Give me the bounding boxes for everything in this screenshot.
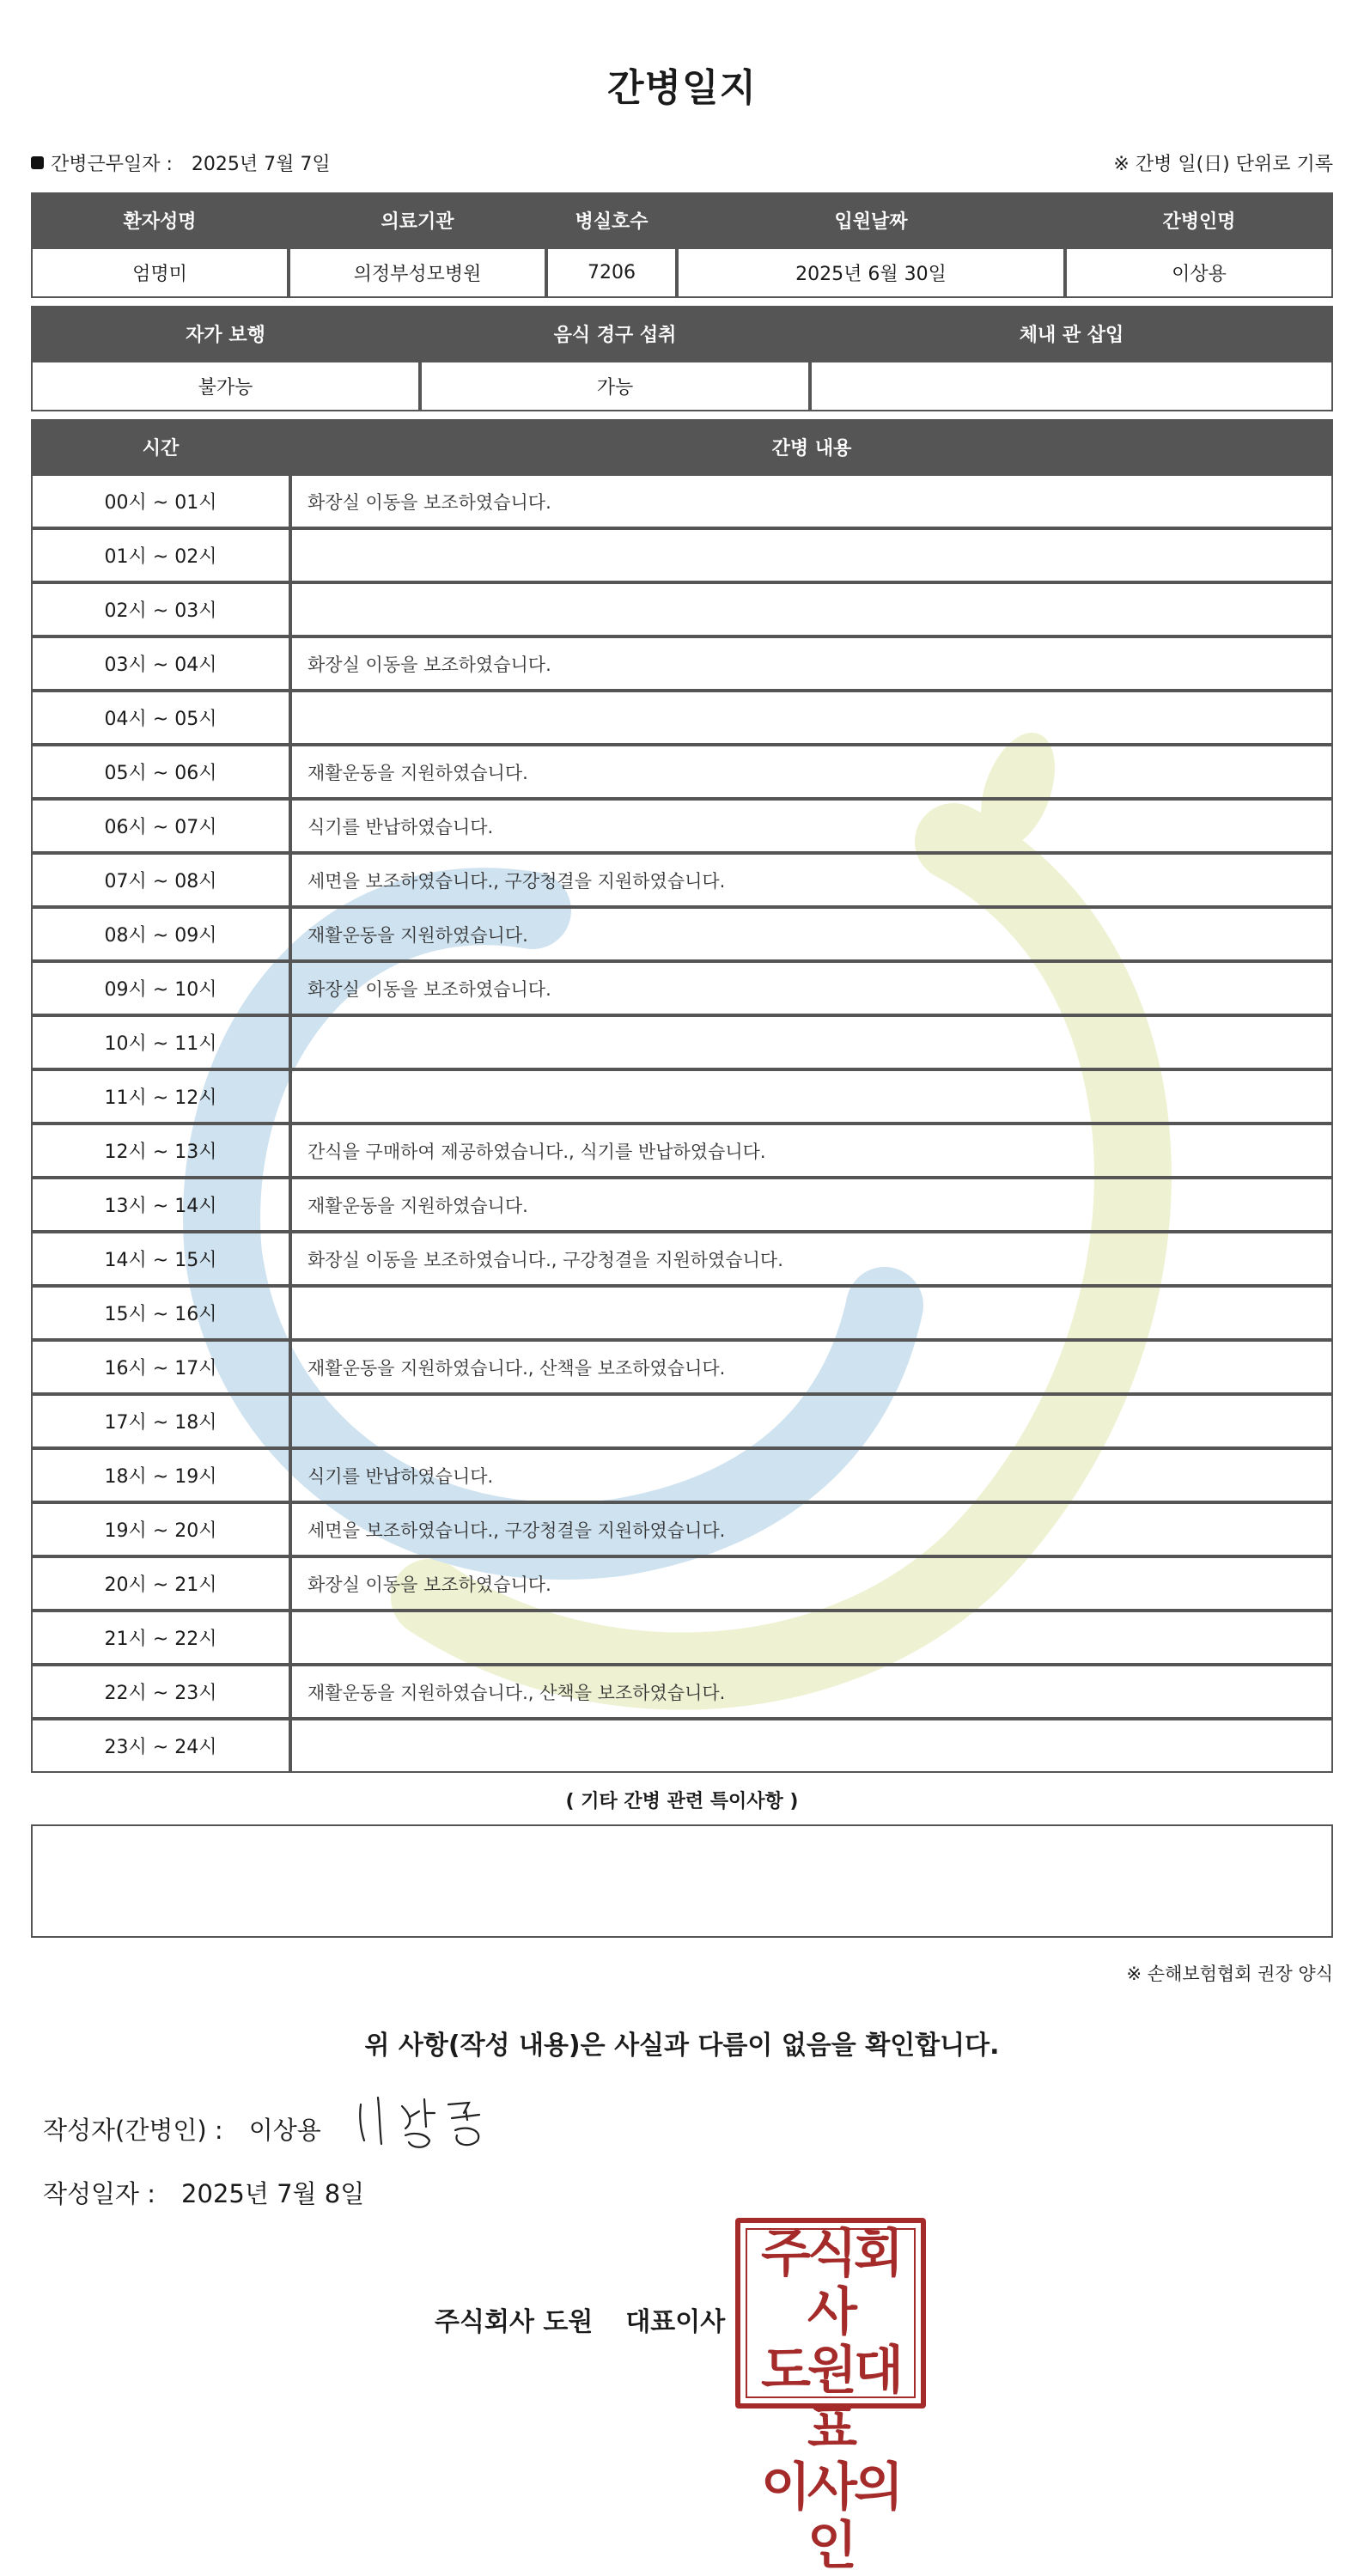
time-slot: 07시 ~ 08시: [31, 853, 290, 907]
care-content: 재활운동을 지원하였습니다.: [290, 1178, 1333, 1232]
writer-label: 작성자(간병인) :: [43, 2116, 223, 2145]
care-content: [290, 1394, 1333, 1448]
time-slot: 00시 ~ 01시: [31, 474, 290, 528]
care-log-row: [31, 961, 1333, 1015]
time-slot: 17시 ~ 18시: [31, 1394, 290, 1448]
care-content: 화장실 이동을 보조하였습니다.: [290, 474, 1333, 528]
write-date-line: [43, 2175, 364, 2210]
care-log-row: [31, 1015, 1333, 1069]
header-oral-intake: 음식 경구 섭취: [420, 306, 810, 361]
room-number: 7206: [546, 247, 677, 298]
care-log-row: [31, 1502, 1333, 1556]
time-slot: 09시 ~ 10시: [31, 961, 290, 1015]
company-line: [435, 2300, 725, 2338]
write-date-label: 작성일자 :: [43, 2179, 156, 2208]
header-time: 시간: [31, 419, 290, 474]
care-content: [290, 1719, 1333, 1773]
care-log-row: [31, 474, 1333, 528]
care-content: 화장실 이동을 보조하였습니다.: [290, 1556, 1333, 1611]
time-slot: 21시 ~ 22시: [31, 1611, 290, 1665]
care-log-row: [31, 636, 1333, 691]
time-slot: 13시 ~ 14시: [31, 1178, 290, 1232]
caregiver-name: 이상용: [1065, 247, 1333, 298]
work-date-label: 간병근무일자 :: [51, 154, 173, 175]
care-content: [290, 1069, 1333, 1124]
care-content: [290, 582, 1333, 636]
seal-lettering: 주식회사 도원대표 이사의인: [761, 2224, 900, 2576]
time-slot: 15시 ~ 16시: [31, 1286, 290, 1340]
care-content: [290, 1015, 1333, 1069]
admission-date: 2025년 6월 30일: [677, 247, 1065, 298]
meta-row: [31, 149, 1333, 180]
time-slot: 10시 ~ 11시: [31, 1015, 290, 1069]
care-log-rows: [31, 474, 1333, 1773]
care-log-row: [31, 1556, 1333, 1611]
care-content: 재활운동을 지원하였습니다.: [290, 745, 1333, 799]
writer-line: [43, 2111, 321, 2147]
time-slot: 23시 ~ 24시: [31, 1719, 290, 1773]
page-title: 간병일지: [606, 66, 757, 110]
header-room-number: 병실호수: [546, 192, 677, 247]
representative-title: 대표이사: [625, 2307, 726, 2337]
time-slot: 02시 ~ 03시: [31, 582, 290, 636]
time-slot: 14시 ~ 15시: [31, 1232, 290, 1286]
time-slot: 22시 ~ 23시: [31, 1665, 290, 1719]
patient-info-header-row: [31, 192, 1333, 247]
confirmation-statement: 위 사항(작성 내용)은 사실과 다름이 없음을 확인합니다.: [364, 2031, 1000, 2061]
time-slot: 04시 ~ 05시: [31, 691, 290, 745]
patient-info-table: [31, 192, 1333, 298]
care-log-row: [31, 907, 1333, 961]
header-tube-insertion: 체내 관 삽입: [810, 306, 1333, 361]
patient-status-header-row: [31, 306, 1333, 361]
care-content: 재활운동을 지원하였습니다., 산책을 보조하였습니다.: [290, 1665, 1333, 1719]
time-slot: 06시 ~ 07시: [31, 799, 290, 853]
care-log-row: [31, 1665, 1333, 1719]
association-note: ※ 손해보험협회 권장 양식: [1126, 1964, 1333, 1984]
time-slot: 12시 ~ 13시: [31, 1124, 290, 1178]
time-slot: 16시 ~ 17시: [31, 1340, 290, 1394]
time-slot: 03시 ~ 04시: [31, 636, 290, 691]
care-log-row: [31, 1124, 1333, 1178]
care-log-row: [31, 1232, 1333, 1286]
care-log-table: [31, 419, 1333, 1773]
tube-insertion-value: [810, 361, 1333, 411]
care-log-row: [31, 1340, 1333, 1394]
care-log-row: [31, 1069, 1333, 1124]
patient-status-value-row: [31, 361, 1333, 411]
writer-name: 이상용: [248, 2116, 321, 2145]
company-seal-stamp: [735, 2218, 926, 2576]
care-content: 화장실 이동을 보조하였습니다.: [290, 961, 1333, 1015]
care-log-row: [31, 691, 1333, 745]
care-content: 재활운동을 지원하였습니다.: [290, 907, 1333, 961]
work-date-value: 2025년 7월 7일: [191, 154, 331, 175]
care-content: 화장실 이동을 보조하였습니다.: [290, 636, 1333, 691]
header-caregiver-name: 간병인명: [1065, 192, 1333, 247]
time-slot: 20시 ~ 21시: [31, 1556, 290, 1611]
patient-status-table: [31, 306, 1333, 411]
write-date-value: 2025년 7월 8일: [181, 2179, 365, 2208]
company-name: 주식회사 도원: [435, 2307, 594, 2337]
care-log-row: [31, 528, 1333, 582]
square-bullet-icon: [31, 156, 44, 169]
time-slot: 08시 ~ 09시: [31, 907, 290, 961]
hospital-name: 의정부성모병원: [289, 247, 546, 298]
care-log-row: [31, 1394, 1333, 1448]
work-date-line: [31, 149, 331, 176]
time-slot: 18시 ~ 19시: [31, 1448, 290, 1502]
care-content: 간식을 구매하여 제공하였습니다., 식기를 반납하였습니다.: [290, 1124, 1333, 1178]
care-content: 식기를 반납하였습니다.: [290, 799, 1333, 853]
oral-intake-value: 가능: [420, 361, 810, 411]
other-notes-box: [31, 1824, 1333, 1938]
self-walking-value: 불가능: [31, 361, 420, 411]
header-self-walking: 자가 보행: [31, 306, 420, 361]
care-content: [290, 1611, 1333, 1665]
header-patient-name: 환자성명: [31, 192, 289, 247]
care-content: [290, 691, 1333, 745]
record-note: ※ 간병 일(日) 단위로 기록: [1113, 154, 1333, 175]
care-content: 재활운동을 지원하였습니다., 산책을 보조하였습니다.: [290, 1340, 1333, 1394]
care-log-row: [31, 1286, 1333, 1340]
care-log-row: [31, 1178, 1333, 1232]
care-content: 화장실 이동을 보조하였습니다., 구강청결을 지원하였습니다.: [290, 1232, 1333, 1286]
care-content: [290, 528, 1333, 582]
time-slot: 05시 ~ 06시: [31, 745, 290, 799]
patient-name: 엄명미: [31, 247, 289, 298]
care-log-row: [31, 745, 1333, 799]
care-content: 식기를 반납하였습니다.: [290, 1448, 1333, 1502]
care-log-row: [31, 799, 1333, 853]
care-log-row: [31, 1719, 1333, 1773]
care-log-row: [31, 1448, 1333, 1502]
care-content: [290, 1286, 1333, 1340]
care-content: 세면을 보조하였습니다., 구강청결을 지원하였습니다.: [290, 853, 1333, 907]
header-care-content: 간병 내용: [290, 419, 1333, 474]
time-slot: 19시 ~ 20시: [31, 1502, 290, 1556]
care-log-header-row: [31, 419, 1333, 474]
other-notes-title: ( 기타 간병 관련 특이사항 ): [565, 1791, 799, 1812]
time-slot: 11시 ~ 12시: [31, 1069, 290, 1124]
time-slot: 01시 ~ 02시: [31, 528, 290, 582]
care-log-row: [31, 1611, 1333, 1665]
patient-info-value-row: [31, 247, 1333, 298]
care-log-row: [31, 582, 1333, 636]
handwritten-signature: [349, 2087, 503, 2156]
care-log-row: [31, 853, 1333, 907]
header-hospital: 의료기관: [289, 192, 546, 247]
header-admission-date: 입원날짜: [677, 192, 1065, 247]
care-content: 세면을 보조하였습니다., 구강청결을 지원하였습니다.: [290, 1502, 1333, 1556]
